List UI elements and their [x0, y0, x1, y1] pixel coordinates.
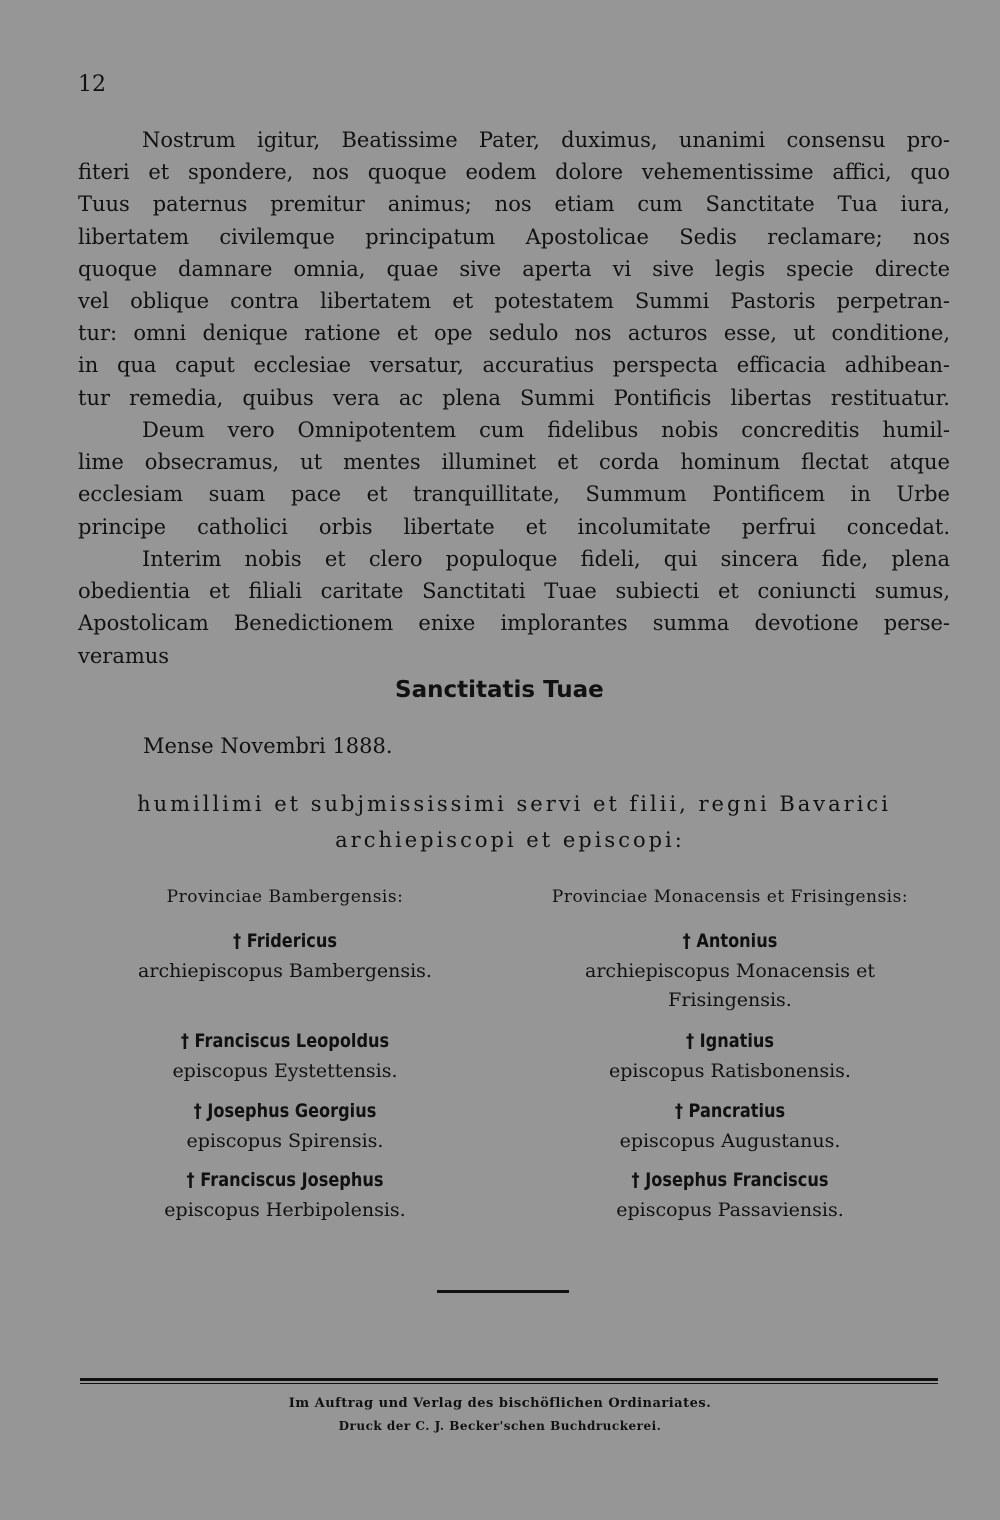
signatory-entry — [510, 1164, 950, 1225]
paragraph-1 — [78, 124, 950, 414]
closing-salutation: Sanctitatis Tuae — [395, 677, 604, 703]
signatory-entry — [510, 1025, 950, 1086]
paragraph-2 — [78, 414, 950, 543]
signatory-name: † Josephus Franciscus — [631, 1169, 829, 1191]
signatory-entry — [65, 925, 505, 986]
text-line: lime obsecramus, ut mentes illuminet et corda hominum flectat atque — [78, 450, 950, 475]
signatory-title: episcopus Augustanus. — [619, 1130, 841, 1152]
signatory-name: † Fridericus — [233, 930, 337, 952]
text-line: libertatem civilemque principatum Apostolicae Sedis reclamare; nos — [78, 224, 950, 249]
left-signatory-column — [65, 887, 505, 1227]
signatory-entry — [510, 1095, 950, 1156]
signatory-title: episcopus Passaviensis. — [616, 1199, 844, 1221]
text-line: in qua caput ecclesiae versatur, accuratius perspecta efficacia adhibean- — [78, 353, 950, 378]
text-line: Nostrum igitur, Beatissime Pater, duximus, unanimi consensu pro- — [142, 128, 950, 152]
text-line: principe catholici orbis libertate et incolumitate perfrui concedat. — [78, 514, 950, 539]
signatory-name: † Pancratius — [674, 1100, 786, 1122]
footer-rule-thin — [80, 1383, 938, 1384]
right-signatory-column — [510, 887, 950, 1227]
text-line: Interim nobis et clero populoque fideli, qui sincera fide, plena — [142, 547, 950, 571]
text-line: tur remedia, quibus vera ac plena Summi Pontificis libertas restituatur. — [78, 385, 950, 410]
signatory-title: archiepiscopus Bambergensis. — [138, 960, 432, 982]
signatory-name: † Franciscus Leopoldus — [180, 1030, 390, 1052]
signatory-name: † Franciscus Josephus — [186, 1169, 384, 1191]
text-line: Tuus paternus premitur animus; nos etiam cum Sanctitate Tua iura, — [78, 192, 950, 217]
text-line: quoque damnare omnia, quae sive aperta vi sive legis specie directe — [78, 256, 950, 281]
text-line: veramus — [78, 643, 170, 668]
footer-rule — [80, 1378, 938, 1381]
text-line: obedientia et filiali caritate Sanctitati Tuae subiecti et coniuncti sumus, — [78, 579, 950, 604]
page-number: 12 — [78, 72, 106, 97]
province-heading: Provinciae Monacensis et Frisingensis: — [551, 887, 909, 907]
signatory-title: episcopus Ratisbonensis. — [609, 1060, 851, 1082]
date-line: Mense Novembri 1888. — [143, 734, 393, 758]
signatory-title: Frisingensis. — [668, 989, 792, 1011]
signatory-entry — [65, 1164, 505, 1225]
province-heading: Provinciae Bambergensis: — [166, 887, 404, 907]
imprint-line-2: Druck der C. J. Becker'schen Buchdruckerei. — [338, 1419, 662, 1433]
signatory-entry — [65, 1025, 505, 1086]
signatory-entry — [510, 925, 950, 1015]
signatory-name: † Antonius — [682, 930, 778, 952]
signatory-name: † Ignatius — [685, 1030, 775, 1052]
signers-intro-line-2: archiepiscopi et episcopi: — [335, 828, 685, 852]
signatory-entry — [65, 1095, 505, 1156]
paragraph-3 — [78, 543, 950, 672]
text-line: vel oblique contra libertatem et potestatem Summi Pastoris perpetran- — [78, 289, 950, 314]
text-line: ecclesiam suam pace et tranquillitate, Summum Pontificem in Urbe — [78, 482, 950, 507]
signatory-name: † Josephus Georgius — [193, 1100, 377, 1122]
signatory-title: episcopus Herbipolensis. — [164, 1199, 406, 1221]
section-divider — [437, 1290, 569, 1293]
text-line: tur: omni denique ratione et ope sedulo nos acturos esse, ut conditione, — [78, 321, 950, 346]
text-line: Deum vero Omnipotentem cum fidelibus nobis concreditis humil- — [142, 418, 950, 442]
signatory-title: episcopus Spirensis. — [186, 1130, 384, 1152]
text-line: fiteri et spondere, nos quoque eodem dolore vehementissime affici, quo — [78, 160, 950, 185]
text-line: Apostolicam Benedictionem enixe implorantes summa devotione perse- — [78, 611, 950, 636]
signatory-title: episcopus Eystettensis. — [172, 1060, 398, 1082]
signatory-title: archiepiscopus Monacensis et — [585, 960, 875, 982]
signers-intro-line-1: humillimi et subjmississimi servi et filii, regni Bavarici — [137, 792, 891, 816]
imprint-line-1: Im Auftrag und Verlag des bischöflichen Ordinariates. — [288, 1396, 712, 1411]
